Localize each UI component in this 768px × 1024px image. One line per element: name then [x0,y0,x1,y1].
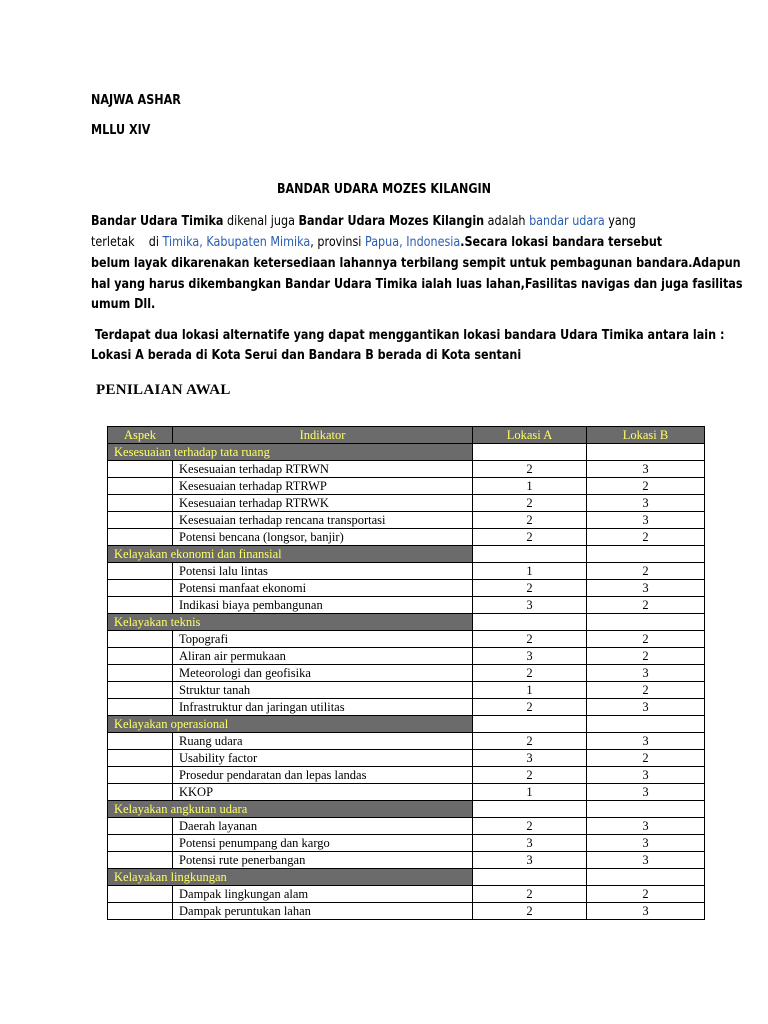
header-indikator: Indikator [173,427,473,444]
lokasi-b-cell: 3 [587,767,705,784]
lokasi-a-cell: 2 [473,733,587,750]
indikator-cell: Kesesuaian terhadap RTRWN [173,461,473,478]
indikator-cell: Kesesuaian terhadap rencana transportasi [173,512,473,529]
indikator-cell: Infrastruktur dan jaringan utilitas [173,699,473,716]
indikator-cell: Ruang udara [173,733,473,750]
lokasi-a-cell: 1 [473,478,587,495]
author-name: NAJWA ASHAR [91,93,181,108]
lokasi-a-cell: 2 [473,699,587,716]
link-separator-2: , [399,235,407,250]
section-empty-cell [473,444,587,461]
lokasi-a-cell: 1 [473,784,587,801]
table-row [108,835,705,852]
indikator-cell: Potensi penumpang dan kargo [173,835,473,852]
intro-text-3: yang [604,214,636,229]
lokasi-b-cell: 2 [587,886,705,903]
aspek-cell [108,529,173,546]
intro-text-4: terletak di [91,235,163,250]
table-row [108,597,705,614]
table-row [108,563,705,580]
assessment-table-body [108,427,705,920]
aspek-cell [108,852,173,869]
aspek-cell [108,784,173,801]
table-row [108,682,705,699]
lokasi-a-cell: 2 [473,665,587,682]
lokasi-a-cell: 2 [473,461,587,478]
indikator-cell: Indikasi biaya pembangunan [173,597,473,614]
aspek-cell [108,665,173,682]
intro-line-2 [91,235,662,250]
lokasi-a-cell: 2 [473,580,587,597]
lokasi-b-cell: 2 [587,478,705,495]
para2-line-1: Terdapat dua lokasi alternatife yang dapat menggantikan lokasi bandara Udara Timika antara lain : [91,328,725,343]
lokasi-a-cell: 3 [473,835,587,852]
table-row [108,580,705,597]
lokasi-b-cell: 3 [587,495,705,512]
link-kabupaten-mimika[interactable]: Kabupaten Mimika [206,235,311,250]
aspek-cell [108,818,173,835]
intro-bold-2: Bandar Udara Mozes Kilangin [298,214,485,229]
lokasi-b-cell: 2 [587,648,705,665]
indikator-cell: KKOP [173,784,473,801]
document-title: BANDAR UDARA MOZES KILANGIN [276,182,492,197]
lokasi-b-cell: 2 [587,750,705,767]
indikator-cell: Meteorologi dan geofisika [173,665,473,682]
indikator-cell: Daerah layanan [173,818,473,835]
intro-line-3: belum layak dikarenakan ketersediaan lahannya terbilang sempit untuk pembagunan bandara.Adapun [91,256,741,271]
table-section-row [108,444,705,461]
lokasi-a-cell: 2 [473,903,587,920]
header-lokasi-b: Lokasi B [587,427,705,444]
aspek-cell [108,563,173,580]
intro-text-2: adalah [484,214,530,229]
lokasi-a-cell: 2 [473,767,587,784]
lokasi-a-cell: 2 [473,818,587,835]
table-section-row [108,801,705,818]
lokasi-b-cell: 3 [587,733,705,750]
section-category: Kelayakan teknis [108,614,473,631]
lokasi-b-cell: 3 [587,461,705,478]
indikator-cell: Prosedur pendaratan dan lepas landas [173,767,473,784]
indikator-cell: Potensi bencana (longsor, banjir) [173,529,473,546]
header-aspek: Aspek [108,427,173,444]
table-row [108,648,705,665]
table-section-row [108,869,705,886]
lokasi-b-cell: 2 [587,682,705,699]
lokasi-b-cell: 3 [587,903,705,920]
lokasi-b-cell: 2 [587,563,705,580]
lokasi-a-cell: 3 [473,852,587,869]
section-empty-cell [473,546,587,563]
table-row [108,852,705,869]
aspek-cell [108,478,173,495]
aspek-cell [108,699,173,716]
section-category: Kelayakan operasional [108,716,473,733]
aspek-cell [108,835,173,852]
section-category: Kesesuaian terhadap tata ruang [108,444,473,461]
intro-text-5: , provinsi [310,235,365,250]
lokasi-a-cell: 1 [473,682,587,699]
aspek-cell [108,733,173,750]
lokasi-a-cell: 2 [473,512,587,529]
lokasi-a-cell: 2 [473,631,587,648]
indikator-cell: Potensi rute penerbangan [173,852,473,869]
table-row [108,461,705,478]
aspek-cell [108,512,173,529]
intro-bold-1: Bandar Udara Timika [91,214,224,229]
table-row [108,733,705,750]
indikator-cell: Dampak lingkungan alam [173,886,473,903]
link-papua[interactable]: Papua [364,235,400,250]
section-category: Kelayakan lingkungan [108,869,473,886]
aspek-cell [108,461,173,478]
table-row [108,903,705,920]
indikator-cell: Aliran air permukaan [173,648,473,665]
link-indonesia[interactable]: Indonesia [406,235,461,250]
intro-line-4: hal yang harus dikembangkan Bandar Udara Timika ialah luas lahan,Fasilitas navigas dan juga fasilitas [91,277,743,292]
lokasi-b-cell: 2 [587,631,705,648]
table-row [108,750,705,767]
section-empty-cell [473,869,587,886]
table-row [108,631,705,648]
table-row [108,478,705,495]
table-section-row [108,546,705,563]
aspek-cell [108,767,173,784]
table-row [108,699,705,716]
link-bandar-udara[interactable]: bandar udara [529,214,605,229]
section-empty-cell [587,444,705,461]
lokasi-a-cell: 2 [473,529,587,546]
aspek-cell [108,682,173,699]
table-row [108,512,705,529]
header-lokasi-a: Lokasi A [473,427,587,444]
aspek-cell [108,648,173,665]
section-title: PENILAIAN AWAL [96,382,231,398]
intro-line-5: umum Dll. [91,297,156,312]
lokasi-a-cell: 3 [473,648,587,665]
lokasi-a-cell: 2 [473,495,587,512]
link-timika[interactable]: Timika [162,235,200,250]
lokasi-b-cell: 3 [587,818,705,835]
section-empty-cell [587,546,705,563]
table-row [108,529,705,546]
assessment-table [107,426,705,920]
aspek-cell [108,580,173,597]
table-row [108,886,705,903]
section-empty-cell [587,801,705,818]
indikator-cell: Potensi lalu lintas [173,563,473,580]
section-empty-cell [473,801,587,818]
lokasi-b-cell: 3 [587,835,705,852]
table-section-row [108,614,705,631]
intro-text-1: dikenal juga [223,214,299,229]
lokasi-a-cell: 3 [473,597,587,614]
aspek-cell [108,597,173,614]
aspek-cell [108,631,173,648]
lokasi-a-cell: 1 [473,563,587,580]
lokasi-b-cell: 3 [587,512,705,529]
table-row [108,767,705,784]
lokasi-a-cell: 2 [473,886,587,903]
section-empty-cell [587,716,705,733]
aspek-cell [108,886,173,903]
indikator-cell: Dampak peruntukan lahan [173,903,473,920]
intro-line-1 [91,214,636,229]
lokasi-b-cell: 3 [587,665,705,682]
indikator-cell: Kesesuaian terhadap RTRWK [173,495,473,512]
table-row [108,665,705,682]
table-header-row [108,427,705,444]
aspek-cell [108,495,173,512]
indikator-cell: Kesesuaian terhadap RTRWP [173,478,473,495]
table-row [108,495,705,512]
section-empty-cell [587,614,705,631]
section-category: Kelayakan ekonomi dan finansial [108,546,473,563]
intro-bold-3: .Secara lokasi bandara tersebut [460,235,663,250]
section-empty-cell [587,869,705,886]
aspek-cell [108,903,173,920]
indikator-cell: Usability factor [173,750,473,767]
aspek-cell [108,750,173,767]
lokasi-b-cell: 2 [587,529,705,546]
lokasi-b-cell: 3 [587,580,705,597]
lokasi-b-cell: 3 [587,699,705,716]
section-category: Kelayakan angkutan udara [108,801,473,818]
lokasi-a-cell: 3 [473,750,587,767]
indikator-cell: Potensi manfaat ekonomi [173,580,473,597]
lokasi-b-cell: 3 [587,784,705,801]
lokasi-b-cell: 3 [587,852,705,869]
para2-line-2: Lokasi A berada di Kota Serui dan Bandara B berada di Kota sentani [91,348,522,363]
indikator-cell: Struktur tanah [173,682,473,699]
link-separator-1: , [199,235,207,250]
table-row [108,784,705,801]
section-empty-cell [473,614,587,631]
indikator-cell: Topografi [173,631,473,648]
table-row [108,818,705,835]
table-section-row [108,716,705,733]
lokasi-b-cell: 2 [587,597,705,614]
class-label: MLLU XIV [91,123,151,138]
section-empty-cell [473,716,587,733]
